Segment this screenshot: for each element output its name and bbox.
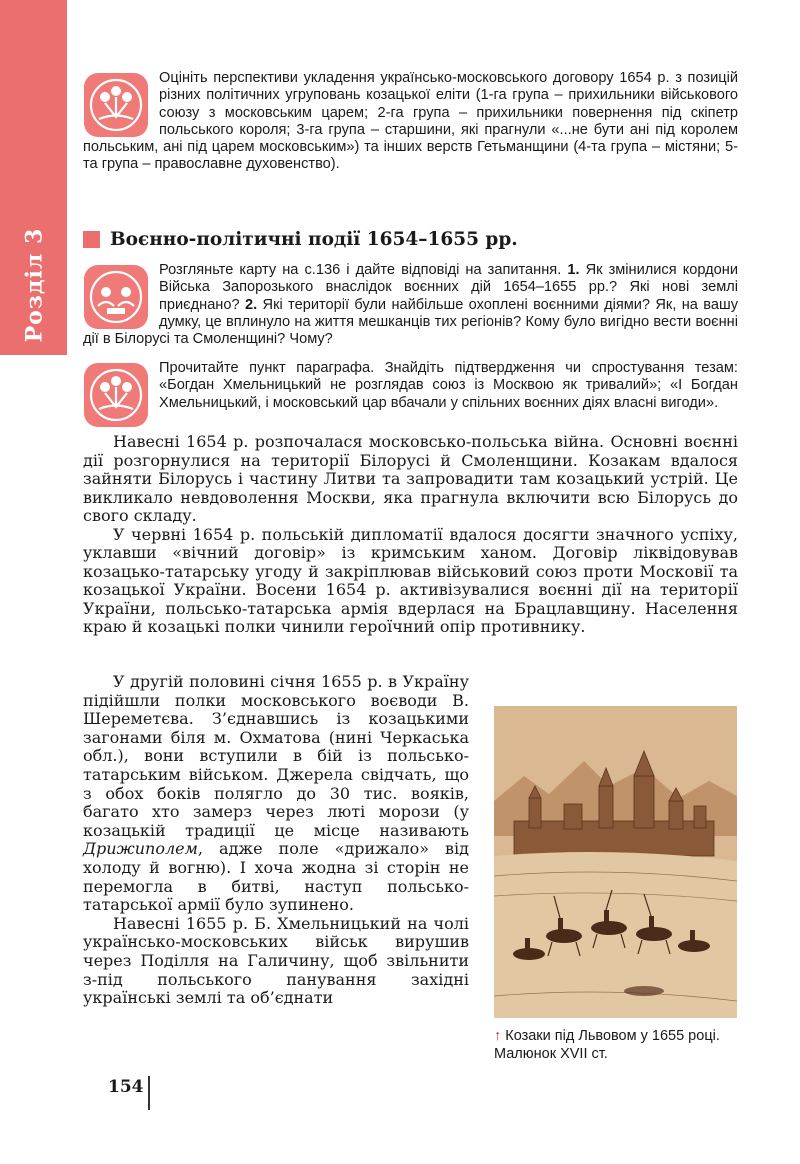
discussion-group-icon xyxy=(83,72,149,138)
arrow-up-icon: ↑ xyxy=(494,1028,502,1044)
term-dryzhypole: Дрижиполем xyxy=(83,839,198,859)
task-3-text: Прочитайте пункт параграфа. Знайдіть підтвердження чи спростування тезам: «Богдан Хмельницький не розглядав союз із Москвою як тривалий»; «І Богдан Хмельницький, і московський цар вбачали у спільних воєнних діях власні вигоди». xyxy=(159,360,738,411)
page-number-divider xyxy=(148,1076,150,1110)
task-2-text-a: Розгляньте карту на с.136 і дайте відповіді на запитання. xyxy=(159,262,568,278)
section-marker xyxy=(83,231,100,248)
caption-text: Козаки під Львовом у 1655 році. Малюнок XVII ст. xyxy=(494,1028,720,1062)
map-work-icon xyxy=(83,264,149,330)
chapter-label: Розділ 3 xyxy=(21,227,48,343)
paragraph-4: Навесні 1655 р. Б. Хмельницький на чолі українсько-московських військ вирушив через Поділля на Галичину, щоб звільнити з-під польського панування західні українські землі та об’єднати xyxy=(83,913,469,1008)
task-block-3 xyxy=(83,360,738,428)
column-text xyxy=(83,673,469,1008)
reading-task-icon xyxy=(83,362,149,428)
task-2-text-b: Як змінилися кордони Війська Запорозького внаслідок воєнних дій 1654–1655 рр.? Які нові землі приєднано? xyxy=(159,262,738,313)
task-block-2 xyxy=(83,262,738,348)
page-number: 154 xyxy=(108,1077,144,1097)
paragraph-3: У другій половині січня 1655 р. в Україну підійшли полки московського воєводи В. Шереметєва. З’єднавшись із козацькими загонами біля м. Охматова (нині Черкаська обл.), вони вступили в бій із польсько-татарським військом. Джерела свідчать, що з обох боків полягло до 30 тис. вояків, багато хто замерз через люті морози (у козацькій традиції це місце називають Дрижиполем, адже поле «дрижало» від холоду й вогню). І хоча жодна зі сторін не перемогла в битві, наступ польсько-татарської армії було зупинено. xyxy=(83,672,469,915)
section-title: Воєнно-політичні події 1654–1655 рр. xyxy=(110,228,518,250)
figure-caption xyxy=(494,1028,738,1063)
question-1-number: 1. xyxy=(567,262,580,278)
question-2-number: 2. xyxy=(244,296,258,313)
task-2-text-c: Які території були найбільше охоплені воєнними діями? Як, на вашу думку, це вплинуло на життя мешканців тих регіонів? Кому було вигідно вести воєнні дії в Білорусі та Смоленщині? Чому? xyxy=(83,296,739,348)
section-heading xyxy=(83,227,738,251)
lviv-engraving-image xyxy=(494,706,737,1018)
main-text xyxy=(83,433,738,637)
paragraph-1: Навесні 1654 р. розпочалася московсько-польська війна. Основні воєнні дії розгорнулися на території Білорусі й Смоленщини. Козакам вдалося зайняти Білорусь і частину Литви та запровадити там козацький устрій. Це викликало невдоволення Москви, яка прагнула включити всю Білорусь до свого складу. xyxy=(83,432,738,525)
task-1-text: Оцініть перспективи укладення українсько-московського договору 1654 р. з позицій різних політичних угруповань козацької еліти (1-га група – прихильники військового союзу з московським царем; 2-га група – прихильники повернення під скіпетр польського короля; 3-га група – старшини, які прагнули «...не бути ані під королем польським, ані під царем московським») та інших верств Гетьманщини (4-та група – містяни; 5-та група – православне духовенство). xyxy=(83,70,738,173)
task-block-1 xyxy=(83,70,738,174)
historical-illustration xyxy=(494,706,737,1018)
paragraph-2: У червні 1654 р. польській дипломатії вдалося досягти значного успіху, уклавши «вічний договір» із кримським ханом. Договір ліквідовував козацько-татарську угоду й закріплював військовий союз проти Московії та козацької України. Восени 1654 р. активізувалися воєнні дії на території України, польсько-татарська армія вдерлася на Брацлавщину. Населення краю й козацькі полки чинили героїчний опір противнику. xyxy=(83,524,738,636)
